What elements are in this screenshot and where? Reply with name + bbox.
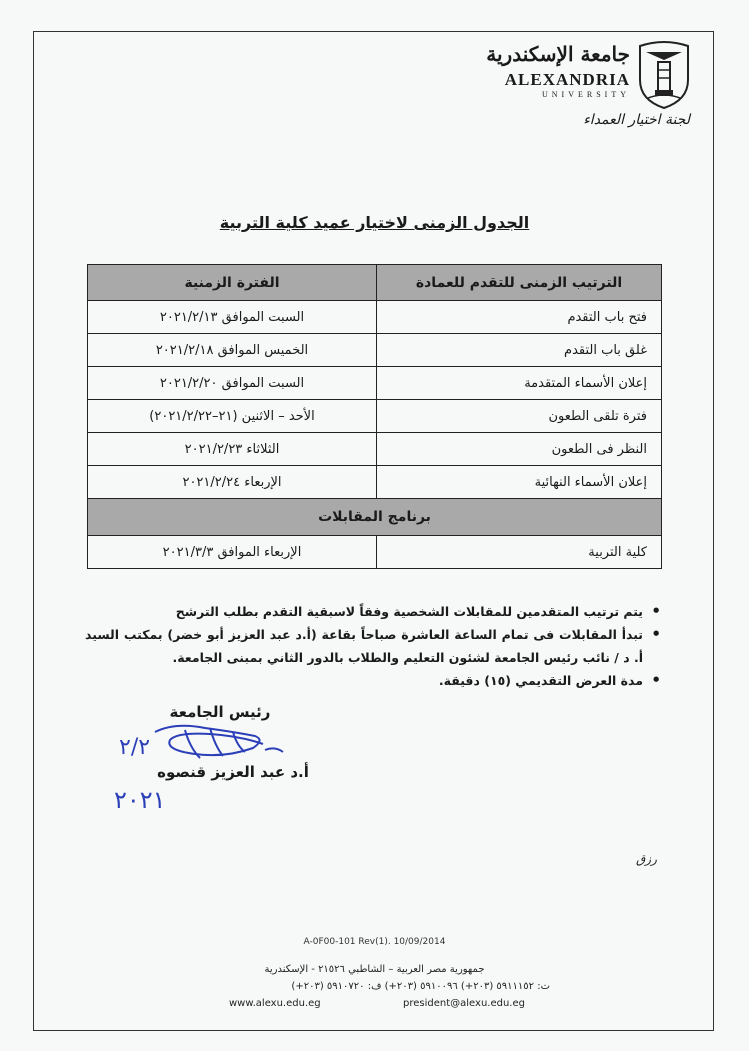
initials-note: رزق: [636, 852, 657, 866]
period-cell: الأحد – الاثنين (٢١–٢٠٢١/٢/٢٢): [88, 400, 377, 433]
table-row: [88, 536, 662, 569]
list-item: • يتم ترتيب المتقدمين للمقابلات الشخصية وفقاً لاسبقية التقدم بطلب الترشح: [85, 600, 667, 623]
step-cell: كلية التربية: [377, 536, 662, 569]
signature-mark: ٢/٢: [119, 735, 151, 760]
step-cell: فترة تلقى الطعون: [377, 400, 662, 433]
table-row: [88, 466, 662, 499]
period-cell: السبت الموافق ٢٠٢١/٢/١٣: [88, 301, 377, 334]
header-period: الفترة الزمنية: [88, 265, 377, 301]
footer-phones: ت: ٥٩١١١٥٢ (٢٠٣+) ٥٩١٠٠٩٦ (٢٠٣+) ف: ٥٩١٠٧٢٠ (٢٠٣+): [291, 981, 550, 992]
footer-website-link[interactable]: www.alexu.edu.eg: [229, 998, 321, 1009]
table-row: [88, 433, 662, 466]
handwritten-year: ٢٠٢١: [114, 786, 166, 814]
university-name-ar: جامعة الإسكندرية: [486, 42, 630, 66]
signatory-name: أ.د عبد العزيز قنصوه: [157, 763, 309, 781]
step-cell: غلق باب التقدم: [377, 334, 662, 367]
table-row: [88, 367, 662, 400]
period-cell: السبت الموافق ٢٠٢١/٢/٢٠: [88, 367, 377, 400]
university-name-en: ALEXANDRIA: [504, 70, 630, 89]
university-name-en-sub: UNIVERSITY: [542, 90, 630, 99]
section-title: برنامج المقابلات: [88, 499, 662, 536]
step-cell: النظر فى الطعون: [377, 433, 662, 466]
period-cell: الخميس الموافق ٢٠٢١/٢/١٨: [88, 334, 377, 367]
header-step: الترتيب الزمنى للتقدم للعمادة: [377, 265, 662, 301]
form-code: A-0F00-101 Rev(1). 10/09/2014: [303, 937, 446, 947]
committee-name: لجنة اختيار العمداء: [583, 112, 690, 128]
signatory-title: رئيس الجامعة: [169, 703, 271, 721]
table-header-row: [88, 265, 662, 301]
schedule-table: [87, 264, 662, 569]
notes-list: [85, 600, 667, 692]
table-row: [88, 334, 662, 367]
section-header-row: [88, 499, 662, 536]
period-cell: الثلاثاء ٢٠٢١/٢/٢٣: [88, 433, 377, 466]
table-row: [88, 301, 662, 334]
period-cell: الإربعاء ٢٠٢١/٢/٢٤: [88, 466, 377, 499]
university-logo: [486, 40, 692, 110]
footer-address: جمهورية مصر العربية – الشاطبي ٢١٥٢٦ - الإسكندرية: [264, 964, 485, 975]
list-item: • تبدأ المقابلات فى تمام الساعة العاشرة صباحاً بقاعة (أ.د عبد العزيز أبو خضر) بمكتب السيد أ. د / نائب رئيس الجامعة لشئون التعليم والطلاب بالدور الثاني بمبنى الجامعة.: [85, 623, 667, 669]
table-row: [88, 400, 662, 433]
period-cell: الإربعاء الموافق ٢٠٢١/٣/٣: [88, 536, 377, 569]
lighthouse-seal-icon: [636, 40, 692, 110]
step-cell: إعلان الأسماء النهائية: [377, 466, 662, 499]
list-item: • مدة العرض التقديمي (١٥) دقيقة.: [85, 669, 667, 692]
document-title: الجدول الزمنى لاختيار عميد كلية التربية: [219, 213, 530, 232]
step-cell: فتح باب التقدم: [377, 301, 662, 334]
footer-email-link[interactable]: president@alexu.edu.eg: [403, 998, 525, 1009]
step-cell: إعلان الأسماء المتقدمة: [377, 367, 662, 400]
handwritten-date: [110, 778, 200, 818]
footer: [0, 964, 749, 1009]
